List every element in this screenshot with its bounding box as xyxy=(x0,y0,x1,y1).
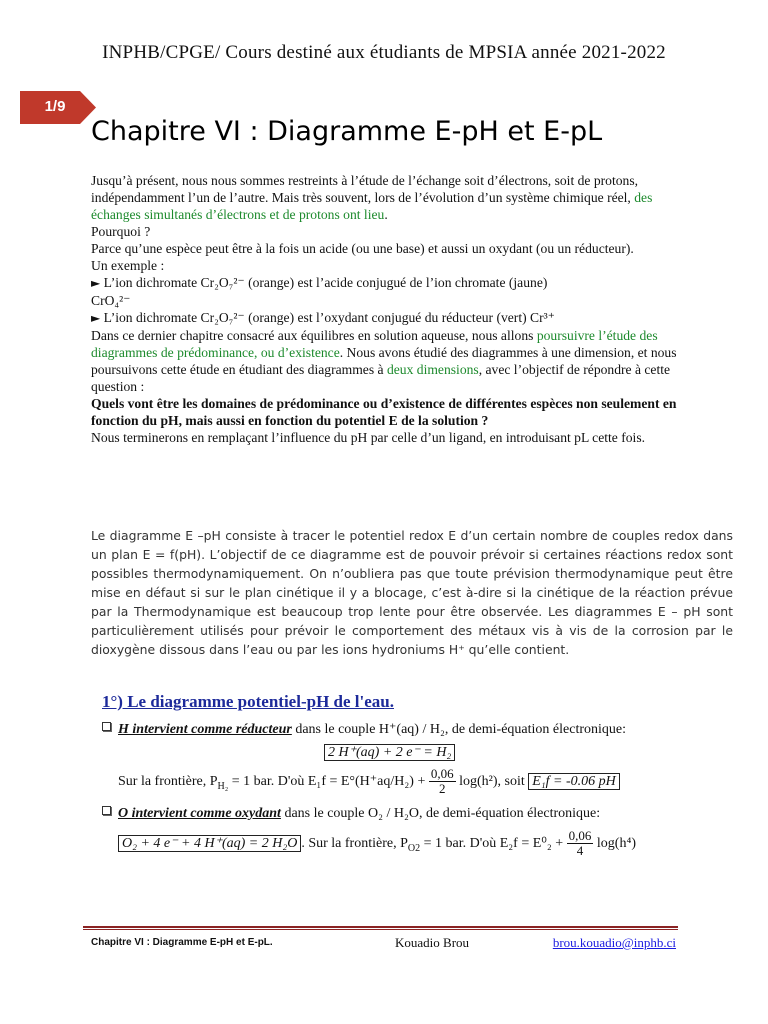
intro-text: , avec l’objectif de répondre à cette question : xyxy=(91,362,671,394)
fraction-denominator: 2 xyxy=(438,781,446,797)
square-bullet-icon xyxy=(102,722,111,731)
example-1 xyxy=(91,274,686,309)
footer-rule-thin xyxy=(83,929,678,930)
example-text: L’ion dichromate Cr₂O₇²⁻ (orange) est l’oxydant conjugué du réducteur (vert) Cr³⁺ xyxy=(103,310,555,325)
h-equation xyxy=(324,744,455,761)
o-half-equation: O₂ + 4 e⁻ + 4 H⁺(aq) = 2 H₂O xyxy=(118,835,301,852)
frontier-text: log(h²), soit xyxy=(455,774,529,789)
chapter-title: Chapitre VI : Diagramme E-pH et E-pL xyxy=(91,116,603,147)
frontier-text: . Sur la frontière, P xyxy=(301,836,408,851)
intro-text: . xyxy=(384,207,388,222)
footer-email-link[interactable]: brou.kouadio@inphb.ci xyxy=(552,935,676,950)
intro-paragraph-3 xyxy=(91,327,686,395)
o-oxidant-line xyxy=(102,806,600,822)
h-reducer-line xyxy=(102,721,626,738)
example-text: CrO₄²⁻ xyxy=(91,293,131,308)
intro-text: Dans ce dernier chapitre consacré aux équilibres en solution aqueuse, nous allons xyxy=(91,328,537,343)
page-footer xyxy=(91,935,681,951)
example-text: L’ion dichromate Cr₂O₇²⁻ (orange) est l’acide conjugué de l’ion chromate (jaune) xyxy=(103,275,548,290)
frontier-text: log(h⁴) xyxy=(593,836,637,851)
h-half-equation: 2 H⁺(aq) + 2 e⁻ = H₂ xyxy=(324,744,455,761)
highlight-text: deux dimensions xyxy=(386,362,479,377)
footer-author: Kouadio Brou xyxy=(395,935,470,950)
footer-chapter: Chapitre VI : Diagramme E-pH et E-pL. xyxy=(91,937,273,948)
frontier-subscript: H₂ xyxy=(217,780,229,792)
water-diagram-figure xyxy=(96,688,680,860)
o-oxidant-label: O intervient comme oxydant xyxy=(118,806,281,821)
square-bullet-icon xyxy=(102,806,111,815)
intro-question: Pourquoi ? xyxy=(91,224,151,239)
h-reducer-label: H intervient comme réducteur xyxy=(118,722,292,737)
o-oxidant-text: dans le couple O₂ / H₂O, de demi-équation électronique: xyxy=(280,806,601,821)
h-frontier-line xyxy=(118,764,620,800)
document-header: INPHB/CPGE/ Cours destiné aux étudiants de MPSIA année 2021-2022 xyxy=(102,42,666,63)
figure-title: 1°) Le diagramme potentiel-pH de l'eau. xyxy=(102,692,394,711)
footer-rule xyxy=(83,926,678,928)
h-result: E₁f = -0.06 pH xyxy=(528,773,620,790)
intro-text: . Nous avons étudié des diagrammes à une dimension, et nous poursuivons cette étude en étudiant des diagrammes à xyxy=(91,345,677,377)
h-reducer-text: dans le couple H⁺(aq) / H₂, de demi-équation électronique: xyxy=(291,722,626,737)
frontier-text: Sur la frontière, P xyxy=(118,774,218,789)
fraction xyxy=(567,829,594,858)
fraction xyxy=(429,767,456,796)
intro-text: Jusqu’à présent, nous nous sommes restreints à l’étude de l’échange soit d’électrons, soit de protons, indépendamment l’un de l’autre. Mais très souvent, lors de l’évolution d’un système chimique réel, xyxy=(91,173,639,205)
body-paragraph xyxy=(91,526,733,659)
highlight-text: des échanges simultanés d’électrons et de protons ont lieu xyxy=(91,190,653,222)
arrow-bullet-icon: ► xyxy=(91,311,101,325)
arrow-bullet-icon: ► xyxy=(91,276,101,290)
intro-paragraph-1 xyxy=(91,172,686,223)
highlight-text: poursuivre l’étude des diagrammes de prédominance, ou d’existence xyxy=(91,328,658,360)
page-number: 1/9 xyxy=(44,98,66,115)
frontier-text: = 1 bar. D'où E₁f = E°(H⁺aq/H₂) + xyxy=(228,774,429,789)
fraction-denominator: 4 xyxy=(576,843,584,859)
intro-paragraph-2: Parce qu’une espèce peut être à la fois un acide (ou une base) et aussi un oxydant (ou un réducteur). xyxy=(91,241,634,256)
page-number-badge xyxy=(20,91,96,124)
example-2 xyxy=(91,309,686,327)
fraction-numerator: 0,06 xyxy=(430,766,454,782)
example-heading: Un exemple : xyxy=(91,258,165,273)
fraction-numerator: 0,06 xyxy=(568,828,592,844)
body-text: Le diagramme E –pH consiste à tracer le potentiel redox E d’un certain nombre de couples redox dans un plan E = f(pH). L’objectif de ce diagramme est de pouvoir prévoir si certaines réactions redox sont possibles thermodynamiquement. On n’oubliera pas que toute prévision thermodynamique peut être mise en défaut si sur le plan cinétique il y a blocage, c’est à-dire si la cinétique de la réaction prévue par la Thermodynamique est beaucoup trop lente pour être observée. Les diagrammes E – pH sont particulièrement utilisés pour prévoir le comportement des métaux vis à vis de la corrosion par le dioxygène dissous dans l’eau ou par les ions hydroniums H⁺ qu’elle contient. xyxy=(91,528,733,657)
intro-section xyxy=(91,172,686,446)
frontier-text: = 1 bar. D'où E₂f = E⁰₂ + xyxy=(420,836,567,851)
frontier-subscript: O2 xyxy=(407,842,421,854)
key-question: Quels vont être les domaines de prédominance ou d’existence de différentes espèces non seulement en fonction du pH, mais aussi en fonction du potentiel E de la solution ? xyxy=(91,396,677,428)
intro-paragraph-4: Nous terminerons en remplaçant l’influence du pH par celle d’un ligand, en introduisant pL cette fois. xyxy=(91,430,646,445)
o-frontier-line xyxy=(118,826,636,862)
